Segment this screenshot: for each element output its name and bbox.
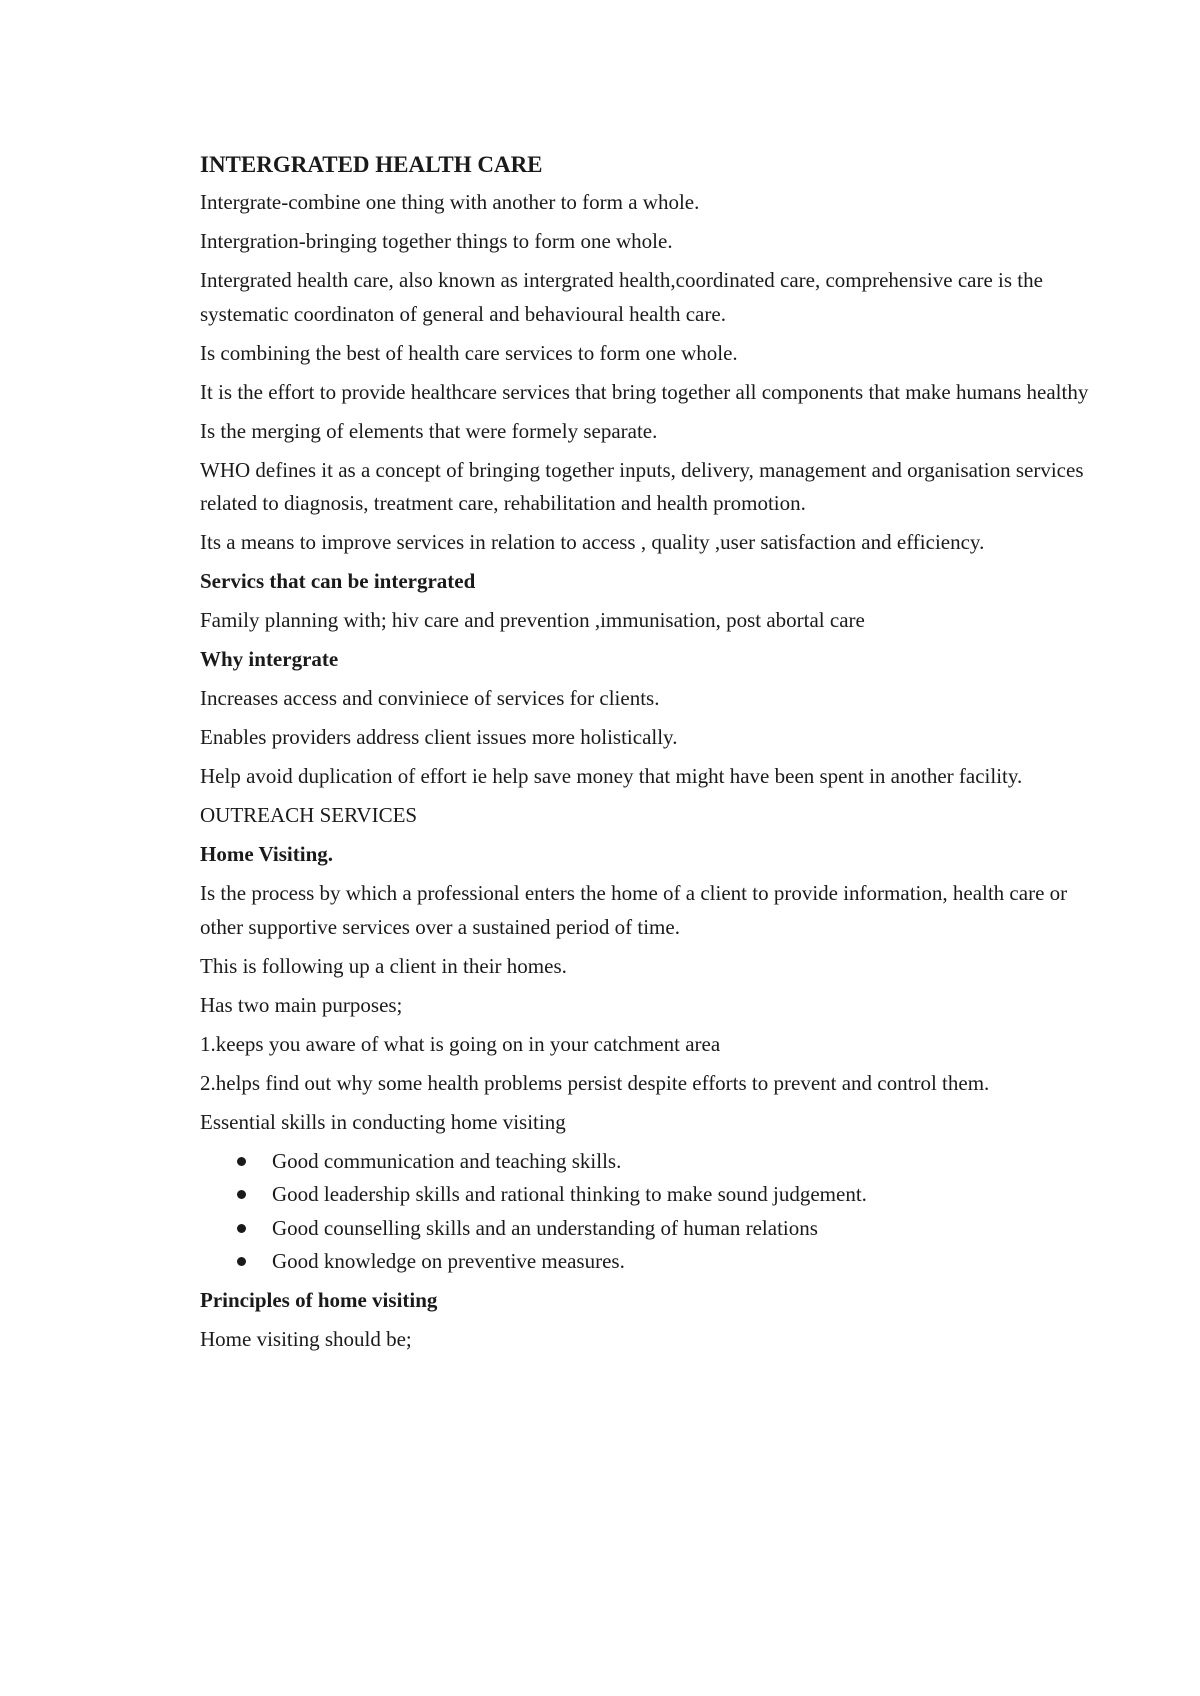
paragraph: Essential skills in conducting home visiting <box>200 1109 566 1134</box>
paragraph: Has two main purposes; <box>200 992 403 1017</box>
bullet-icon <box>237 1190 246 1199</box>
paragraph: Enables providers address client issues more holistically. <box>200 725 678 749</box>
paragraph: Is the process by which a professional enters the home of a client to provide information, health care or other supportive services over a sustained period of time. <box>200 881 1068 939</box>
paragraph: Is the merging of elements that were formely separate. <box>200 418 658 443</box>
paragraph: Is combining the best of health care services to form one whole. <box>200 340 738 365</box>
list-item <box>200 1212 1100 1246</box>
paragraph: This is following up a client in their homes. <box>200 953 567 978</box>
list-item <box>200 1145 1100 1179</box>
paragraph: Intergrated health care, also known as intergrated health,coordinated care, comprehensive care is the systematic coordinaton of general and behavioural health care. <box>200 268 1043 326</box>
document-title: INTERGRATED HEALTH CARE <box>200 152 543 177</box>
paragraph: WHO defines it as a concept of bringing together inputs, delivery, management and organisation services related to diagnosis, treatment care, rehabilitation and health promotion. <box>200 457 1084 515</box>
list-item <box>200 1245 1100 1279</box>
paragraph: Intergration-bringing together things to form one whole. <box>200 229 673 253</box>
list-item-text: Good communication and teaching skills. <box>272 1148 622 1173</box>
list-item-text: Good knowledge on preventive measures. <box>272 1249 625 1273</box>
document-page <box>200 148 1100 1362</box>
paragraph: 2.helps find out why some health problems persist despite efforts to prevent and control them. <box>200 1070 990 1095</box>
section-heading-services: Servics that can be intergrated <box>200 569 476 593</box>
paragraph: It is the effort to provide healthcare services that bring together all components that make humans healthy <box>200 379 1089 404</box>
bullet-icon <box>237 1224 246 1233</box>
list-item <box>200 1178 1100 1212</box>
paragraph: Its a means to improve services in relation to access , quality ,user satisfaction and efficiency. <box>200 530 985 554</box>
paragraph: Intergrate-combine one thing with another to form a whole. <box>200 190 700 214</box>
paragraph: 1.keeps you aware of what is going on in your catchment area <box>200 1031 721 1056</box>
list-item-text: Good counselling skills and an understanding of human relations <box>272 1215 818 1240</box>
skills-list <box>200 1145 1100 1279</box>
section-heading-principles: Principles of home visiting <box>200 1288 438 1312</box>
paragraph: Family planning with; hiv care and prevention ,immunisation, post abortal care <box>200 608 865 632</box>
section-heading-why: Why intergrate <box>200 647 339 671</box>
bullet-icon <box>237 1157 246 1166</box>
paragraph: Help avoid duplication of effort ie help save money that might have been spent in another facility. <box>200 764 1023 788</box>
bullet-icon <box>237 1257 246 1266</box>
list-item-text: Good leadership skills and rational thinking to make sound judgement. <box>272 1182 867 1206</box>
paragraph: Increases access and conviniece of services for clients. <box>200 686 660 710</box>
section-heading-home-visiting: Home Visiting. <box>200 842 334 866</box>
outreach-label: OUTREACH SERVICES <box>200 803 418 827</box>
paragraph: Home visiting should be; <box>200 1327 412 1351</box>
